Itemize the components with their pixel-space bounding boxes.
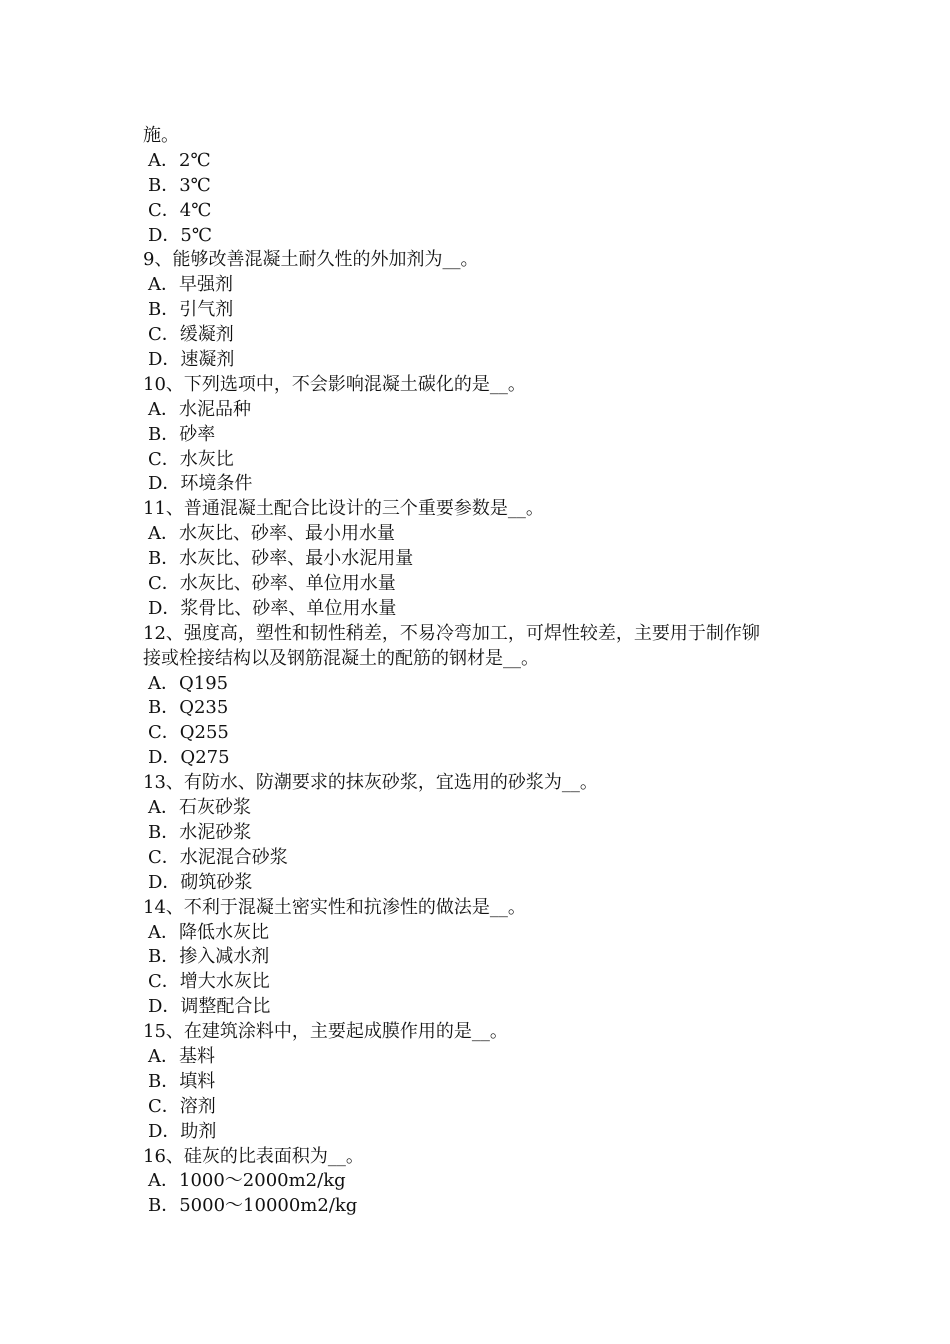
option-b: B．水泥砂浆 [148,821,252,843]
question-text-continued: 施。 [143,125,179,146]
option-a: A．水泥品种 [148,398,251,420]
option-a: A．石灰砂浆 [148,797,251,819]
option-b: B．填料 [148,1070,216,1092]
option-a: A．2℃ [148,149,211,171]
option-a: A．Q195 [148,672,229,694]
option-d: D．速凝剂 [148,349,235,371]
question-16: 16、硅灰的比表面积为__。 [143,1145,364,1167]
option-c: C．增大水灰比 [148,971,270,993]
option-d: D．Q275 [148,747,230,769]
question-14: 14、不利于混凝土密实性和抗渗性的做法是__。 [143,896,526,918]
option-c: C．水灰比、砂率、单位用水量 [148,573,396,595]
option-b: B．水灰比、砂率、最小水泥用量 [148,548,414,570]
option-b: B．引气剂 [148,299,234,321]
option-d: D．砌筑砂浆 [148,871,253,893]
option-d: D．环境条件 [148,473,253,495]
option-c: C．水泥混合砂浆 [148,846,288,868]
option-a: A．降低水灰比 [148,921,269,943]
option-c: C．水灰比 [148,448,234,470]
option-a: A．早强剂 [148,274,233,296]
option-a: A．基料 [148,1045,215,1067]
question-15: 15、在建筑涂料中，主要起成膜作用的是__。 [143,1021,508,1043]
question-13: 13、有防水、防潮要求的抹灰砂浆，宜选用的砂浆为__。 [143,772,598,794]
option-d: D．5℃ [148,224,213,246]
option-c: C．4℃ [148,199,212,221]
question-9: 9、能够改善混凝土耐久性的外加剂为__。 [143,249,479,271]
option-c: C．溶剂 [148,1095,216,1117]
document-page [143,124,823,1219]
option-b: B．5000～10000m2/kg [148,1195,358,1217]
option-d: D．浆骨比、砂率、单位用水量 [148,597,397,619]
option-a: A．水灰比、砂率、最小用水量 [148,523,395,545]
option-b: B．砂率 [148,423,216,445]
option-a: A．1000～2000m2/kg [148,1170,346,1192]
option-d: D．调整配合比 [148,996,271,1018]
option-d: D．助剂 [148,1120,217,1142]
question-10: 10、下列选项中，不会影响混凝土碳化的是__。 [143,373,526,395]
option-c: C．缓凝剂 [148,324,234,346]
question-12-line-2: 接或栓接结构以及钢筋混凝土的配筋的钢材是__。 [143,647,539,669]
option-b: B．掺入减水剂 [148,946,270,968]
question-12-line-1: 12、强度高，塑性和韧性稍差，不易冷弯加工，可焊性较差，主要用于制作铆 [143,622,760,644]
option-b: B．Q235 [148,697,229,719]
question-11: 11、普通混凝土配合比设计的三个重要参数是__。 [143,498,544,520]
option-b: B．3℃ [148,174,211,196]
option-c: C．Q255 [148,722,229,744]
